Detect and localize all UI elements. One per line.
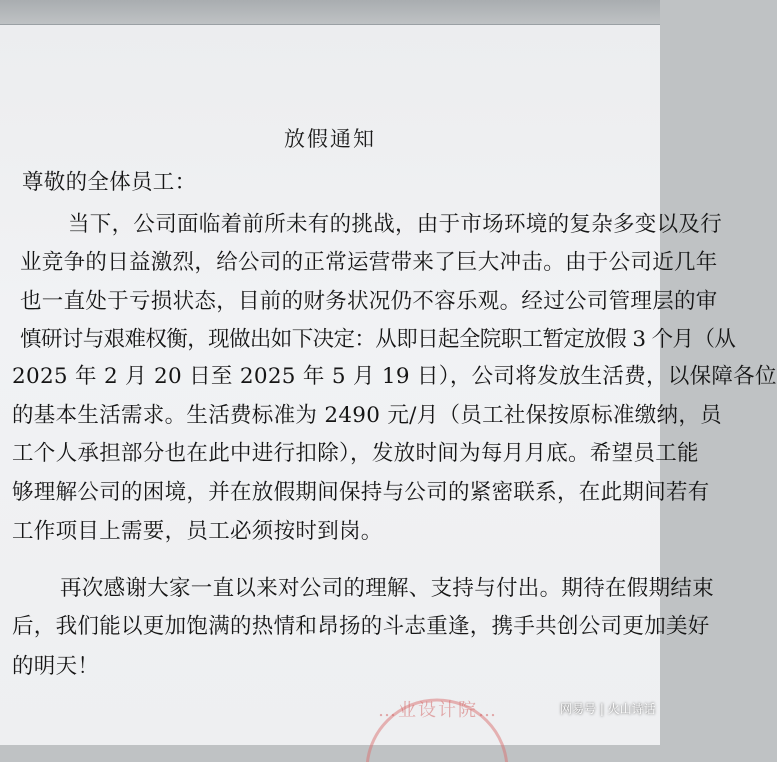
body-line: 工个人承担部分也在此中进行扣除），发放时间为每月月底。希望员工能 bbox=[12, 441, 699, 466]
body-line: 也一直处于亏损状态，目前的财务状况仍不容乐观。经过公司管理层的审 bbox=[20, 289, 718, 314]
salutation: 尊敬的全体员工： bbox=[22, 170, 197, 195]
body-line: 工作项目上需要，员工必须按时到岗。 bbox=[12, 519, 383, 544]
body-line: 后，我们能以更加饱满的热情和昂扬的斗志重逢，携手共创公司更加美好 bbox=[12, 614, 710, 639]
body-line: 当下，公司面临着前所未有的挑战，由于市场环境的复杂多变以及行 bbox=[68, 212, 723, 237]
body-line: 慎研讨与艰难权衡，现做出如下决定：从即日起全院职工暂定放假 3 个月（从 bbox=[20, 327, 736, 352]
company-seal bbox=[362, 688, 512, 758]
body-line: 业竞争的日益激烈，给公司的正常运营带来了巨大冲击。由于公司近几年 bbox=[20, 250, 718, 275]
notice-title: 放假通知 bbox=[284, 127, 376, 151]
body-line: 的明天！ bbox=[12, 654, 100, 679]
body-line: 的基本生活需求。生活费标准为 2490 元/月（员工社保按原标准缴纳，员 bbox=[12, 403, 722, 428]
notice-content bbox=[0, 25, 777, 745]
seal-text: …业设计院… bbox=[378, 700, 498, 721]
notice-paper bbox=[0, 24, 777, 745]
watermark: 网易号 | 火山诗话 bbox=[560, 702, 656, 716]
body-line: 2025 年 2 月 20 日至 2025 年 5 月 19 日），公司将发放生活费，以保障各位 bbox=[12, 364, 777, 389]
body-line: 够理解公司的困境，并在放假期间保持与公司的紧密联系，在此期间若有 bbox=[12, 480, 710, 505]
body-line: 再次感谢大家一直以来对公司的理解、支持与付出。期待在假期结束 bbox=[60, 576, 715, 601]
